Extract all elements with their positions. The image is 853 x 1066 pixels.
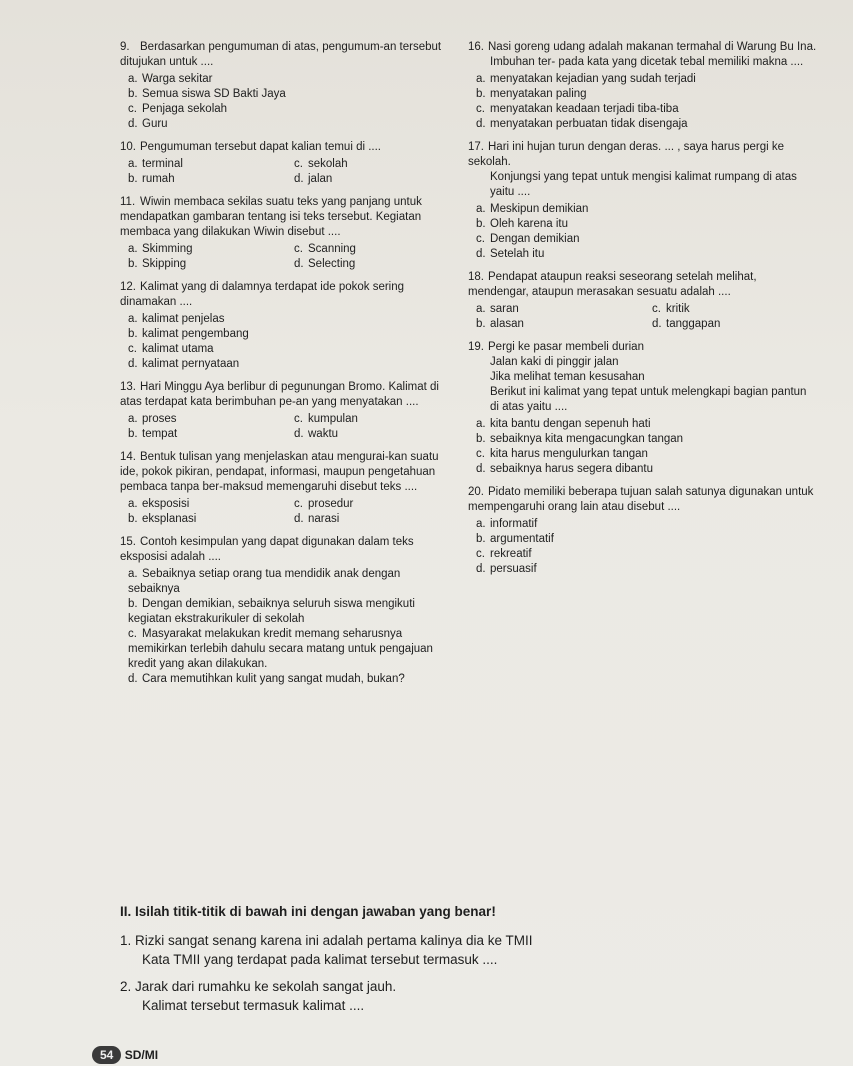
answer-option	[128, 102, 450, 117]
option-text: Setelah itu	[490, 248, 545, 260]
essay-q-number: 1.	[120, 933, 132, 948]
answer-option	[476, 202, 818, 217]
page-number-badge: 54	[92, 1046, 121, 1064]
answer-option	[294, 257, 450, 272]
answer-option	[128, 427, 284, 442]
answer-option	[476, 417, 818, 432]
question-item	[120, 535, 450, 687]
answer-option	[294, 497, 450, 512]
option-text: Masyarakat melakukan kredit memang seharusnya memikirkan terlebih dahulu secara matang untuk pengajuan kredit yang akan dilakukan.	[128, 628, 433, 670]
question-number: 13.	[120, 381, 136, 393]
question-number: 19.	[468, 341, 484, 353]
option-letter: b.	[476, 433, 486, 445]
answer-option	[294, 157, 450, 172]
option-letter: c.	[128, 343, 137, 355]
option-text: tempat	[142, 428, 178, 440]
question-number: 16.	[468, 41, 484, 53]
answer-option	[294, 512, 450, 527]
option-text: eksplanasi	[142, 513, 197, 525]
option-text: rumah	[142, 173, 175, 185]
option-letter: d.	[652, 318, 662, 330]
question-text: Bentuk tulisan yang menjelaskan atau mengurai-kan suatu ide, pokok pikiran, pendapat, informasi, maupun pengetahuan pembaca tanpa ber-maksud memengaruhi disebut teks ....	[120, 451, 439, 493]
option-letter: a.	[476, 518, 486, 530]
option-letter: a.	[476, 203, 486, 215]
option-letter: a.	[128, 158, 138, 170]
question-number: 17.	[468, 141, 484, 153]
option-letter: a.	[128, 73, 138, 85]
option-text: Selecting	[308, 258, 356, 270]
question-stem	[468, 40, 818, 55]
question-stem	[120, 280, 450, 310]
essay-title: II. Isilah titik-titik di bawah ini dengan jawaban yang benar!	[120, 904, 496, 919]
question-text: Contoh kesimpulan yang dapat digunakan dalam teks eksposisi adalah ....	[120, 536, 414, 563]
option-text: narasi	[308, 513, 340, 525]
option-text: menyatakan kejadian yang sudah terjadi	[490, 73, 696, 85]
option-text: Sebaiknya setiap orang tua mendidik anak dengan sebaiknya	[128, 568, 401, 595]
option-text: kalimat penjelas	[142, 313, 225, 325]
option-letter: a.	[128, 313, 138, 325]
answer-option	[476, 117, 818, 132]
question-item	[120, 450, 450, 527]
option-letter: b.	[476, 88, 486, 100]
answer-options	[468, 72, 818, 132]
option-text: tanggapan	[666, 318, 721, 330]
question-number: 15.	[120, 536, 136, 548]
answer-option	[294, 427, 450, 442]
option-text: Dengan demikian	[490, 233, 580, 245]
option-text: Meskipun demikian	[490, 203, 589, 215]
answer-option	[128, 357, 450, 372]
option-text: alasan	[490, 318, 524, 330]
answer-option	[476, 302, 642, 317]
option-text: kalimat pernyataan	[142, 358, 240, 370]
answer-option	[476, 547, 818, 562]
option-letter: b.	[128, 173, 138, 185]
question-item	[468, 340, 818, 477]
essay-question-1	[120, 931, 820, 969]
question-stem	[468, 140, 818, 170]
option-text: Penjaga sekolah	[142, 103, 228, 115]
essay-question-2	[120, 977, 820, 1015]
option-text: kita bantu dengan sepenuh hati	[490, 418, 651, 430]
essay-q-line1: Rizki sangat senang karena ini adalah pertama kalinya dia ke TMII	[135, 933, 533, 948]
question-number: 10.	[120, 141, 136, 153]
option-letter: b.	[128, 598, 138, 610]
answer-option	[128, 412, 284, 427]
option-letter: d.	[294, 513, 304, 525]
question-text: Pendapat ataupun reaksi seseorang setelah melihat, mendengar, ataupun merasakan sesuatu adalah ....	[468, 271, 757, 298]
option-text: kita harus mengulurkan tangan	[490, 448, 648, 460]
question-number: 20.	[468, 486, 484, 498]
option-letter: c.	[476, 103, 485, 115]
answer-options	[120, 242, 450, 272]
question-extra-2: Berikut ini kalimat yang tepat untuk melengkapi bagian pantun di atas yaitu ....	[490, 386, 807, 413]
option-letter: d.	[294, 173, 304, 185]
option-text: kritik	[666, 303, 690, 315]
answer-options	[468, 302, 818, 332]
option-text: sebaiknya harus segera dibantu	[490, 463, 654, 475]
question-item	[468, 140, 818, 262]
question-extra: Jalan kaki di pinggir jalan Jika melihat teman kesusahan	[490, 356, 645, 383]
question-item	[468, 270, 818, 332]
question-item	[120, 40, 450, 132]
option-letter: d.	[476, 248, 486, 260]
option-letter: b.	[476, 533, 486, 545]
answer-options	[468, 517, 818, 577]
answer-options	[120, 157, 450, 187]
option-text: kalimat utama	[142, 343, 214, 355]
option-letter: c.	[476, 448, 485, 460]
option-text: informatif	[490, 518, 538, 530]
question-text: Hari ini hujan turun dengan deras. ... , saya harus pergi ke sekolah.	[468, 141, 784, 168]
essay-q-line1: Jarak dari rumahku ke sekolah sangat jauh.	[135, 979, 397, 994]
question-item	[120, 380, 450, 442]
question-text: Pergi ke pasar membeli durian	[488, 341, 644, 353]
option-letter: c.	[652, 303, 661, 315]
option-text: menyatakan keadaan terjadi tiba-tiba	[490, 103, 679, 115]
option-letter: a.	[476, 303, 486, 315]
option-text: waktu	[308, 428, 339, 440]
question-stem	[120, 195, 450, 240]
option-letter: a.	[128, 568, 138, 580]
answer-option	[128, 512, 284, 527]
answer-option	[476, 317, 642, 332]
essay-section	[120, 902, 820, 1023]
answer-option	[476, 462, 818, 477]
option-letter: d.	[128, 358, 138, 370]
option-text: eksposisi	[142, 498, 190, 510]
option-letter: b.	[476, 318, 486, 330]
answer-options	[120, 312, 450, 372]
essay-q-line2: Kata TMII yang terdapat pada kalimat tersebut termasuk ....	[142, 952, 498, 967]
answer-option	[476, 562, 818, 577]
answer-option	[128, 157, 284, 172]
option-letter: a.	[476, 73, 486, 85]
option-text: proses	[142, 413, 177, 425]
option-letter: a.	[128, 413, 138, 425]
answer-options	[120, 412, 450, 442]
option-text: Cara memutihkan kulit yang sangat mudah, bukan?	[142, 673, 405, 685]
option-text: kalimat pengembang	[142, 328, 249, 340]
answer-options	[120, 497, 450, 527]
option-text: prosedur	[308, 498, 354, 510]
answer-option	[294, 242, 450, 257]
option-letter: b.	[128, 88, 138, 100]
essay-q-number: 2.	[120, 979, 132, 994]
question-extra: Imbuhan ter- pada kata yang dicetak tebal memiliki makna ....	[490, 56, 804, 68]
option-text: Warga sekitar	[142, 73, 213, 85]
option-letter: c.	[128, 103, 137, 115]
option-text: terminal	[142, 158, 183, 170]
answer-options	[468, 417, 818, 477]
option-letter: c.	[128, 628, 137, 640]
option-letter: d.	[294, 428, 304, 440]
page-footer	[92, 1046, 158, 1064]
question-number: 9.	[120, 41, 130, 53]
answer-option	[128, 327, 450, 342]
answer-option	[294, 172, 450, 187]
question-number: 18.	[468, 271, 484, 283]
answer-option	[476, 232, 818, 247]
answer-option	[476, 72, 818, 87]
left-column	[120, 40, 450, 695]
option-text: sekolah	[308, 158, 348, 170]
question-text: Nasi goreng udang adalah makanan termahal di Warung Bu Ina.	[488, 41, 817, 53]
option-letter: b.	[128, 428, 138, 440]
answer-option	[652, 317, 818, 332]
option-text: menyatakan perbuatan tidak disengaja	[490, 118, 688, 130]
option-letter: b.	[476, 218, 486, 230]
option-letter: b.	[128, 513, 138, 525]
option-letter: b.	[128, 258, 138, 270]
question-extra: Konjungsi yang tepat untuk mengisi kalimat rumpang di atas yaitu ....	[490, 171, 797, 198]
answer-option	[128, 117, 450, 132]
question-item	[468, 40, 818, 132]
answer-option	[294, 412, 450, 427]
essay-q-line2: Kalimat tersebut termasuk kalimat ....	[142, 998, 365, 1013]
option-text: Skimming	[142, 243, 193, 255]
footer-label: SD/MI	[124, 1048, 159, 1062]
answer-option	[128, 597, 450, 627]
answer-option	[476, 102, 818, 117]
question-number: 14.	[120, 451, 136, 463]
option-text: menyatakan paling	[490, 88, 587, 100]
answer-option	[128, 257, 284, 272]
option-text: rekreatif	[490, 548, 532, 560]
question-stem	[120, 380, 450, 410]
option-text: kumpulan	[308, 413, 358, 425]
answer-option	[128, 672, 450, 687]
answer-option	[652, 302, 818, 317]
option-letter: c.	[294, 158, 303, 170]
option-text: Oleh karena itu	[490, 218, 568, 230]
option-letter: a.	[476, 418, 486, 430]
question-number: 12.	[120, 281, 136, 293]
answer-option	[476, 532, 818, 547]
question-stem	[120, 535, 450, 565]
answer-option	[128, 497, 284, 512]
question-item	[468, 485, 818, 577]
question-stem	[468, 485, 818, 515]
option-letter: b.	[128, 328, 138, 340]
option-letter: c.	[294, 498, 303, 510]
answer-option	[128, 172, 284, 187]
answer-option	[128, 312, 450, 327]
answer-option	[476, 447, 818, 462]
option-letter: a.	[128, 498, 138, 510]
option-letter: d.	[476, 118, 486, 130]
option-letter: d.	[294, 258, 304, 270]
question-number: 11.	[120, 196, 136, 208]
option-text: persuasif	[490, 563, 537, 575]
option-letter: d.	[476, 563, 486, 575]
option-text: sebaiknya kita mengacungkan tangan	[490, 433, 684, 445]
question-stem	[120, 450, 450, 495]
option-text: Semua siswa SD Bakti Jaya	[142, 88, 286, 100]
option-letter: c.	[476, 548, 485, 560]
option-letter: d.	[476, 463, 486, 475]
option-text: jalan	[308, 173, 333, 185]
question-stem	[120, 140, 450, 155]
answer-option	[476, 217, 818, 232]
question-text: Berdasarkan pengumuman di atas, pengumum-an tersebut ditujukan untuk ....	[120, 41, 442, 68]
question-text: Kalimat yang di dalamnya terdapat ide pokok sering dinamakan ....	[120, 281, 405, 308]
question-item	[120, 280, 450, 372]
question-stem	[468, 270, 818, 300]
answer-option	[476, 432, 818, 447]
question-stem	[468, 340, 818, 355]
question-item	[120, 195, 450, 272]
question-text: Pengumuman tersebut dapat kalian temui di ....	[140, 141, 382, 153]
option-text: saran	[490, 303, 519, 315]
option-text: Dengan demikian, sebaiknya seluruh siswa mengikuti kegiatan ekstrakurikuler di sekolah	[128, 598, 415, 625]
answer-option	[476, 87, 818, 102]
option-letter: d.	[128, 673, 138, 685]
question-item	[120, 140, 450, 187]
option-text: Skipping	[142, 258, 187, 270]
question-text: Wiwin membaca sekilas suatu teks yang panjang untuk mendapatkan gambaran tentang isi teks tersebut. Kegiatan membaca yang dilakukan Wiwin disebut ....	[120, 196, 422, 238]
answer-options	[468, 202, 818, 262]
option-letter: c.	[294, 413, 303, 425]
answer-option	[128, 627, 450, 672]
option-letter: c.	[294, 243, 303, 255]
answer-option	[128, 242, 284, 257]
right-column	[468, 40, 818, 585]
option-letter: c.	[476, 233, 485, 245]
question-text: Hari Minggu Aya berlibur di pegunungan Bromo. Kalimat di atas terdapat kata berimbuhan pe-an yang menyatakan ....	[120, 381, 439, 408]
answer-options	[120, 72, 450, 132]
answer-option	[128, 567, 450, 597]
answer-option	[128, 342, 450, 357]
answer-option	[128, 72, 450, 87]
answer-option	[476, 517, 818, 532]
answer-option	[476, 247, 818, 262]
answer-options	[120, 567, 450, 687]
option-letter: a.	[128, 243, 138, 255]
question-stem	[120, 40, 450, 70]
option-text: Guru	[142, 118, 168, 130]
option-text: argumentatif	[490, 533, 554, 545]
question-text: Pidato memiliki beberapa tujuan salah satunya digunakan untuk mempengaruhi orang lain atau disebut ....	[468, 486, 814, 513]
answer-option	[128, 87, 450, 102]
option-text: Scanning	[308, 243, 356, 255]
option-letter: d.	[128, 118, 138, 130]
